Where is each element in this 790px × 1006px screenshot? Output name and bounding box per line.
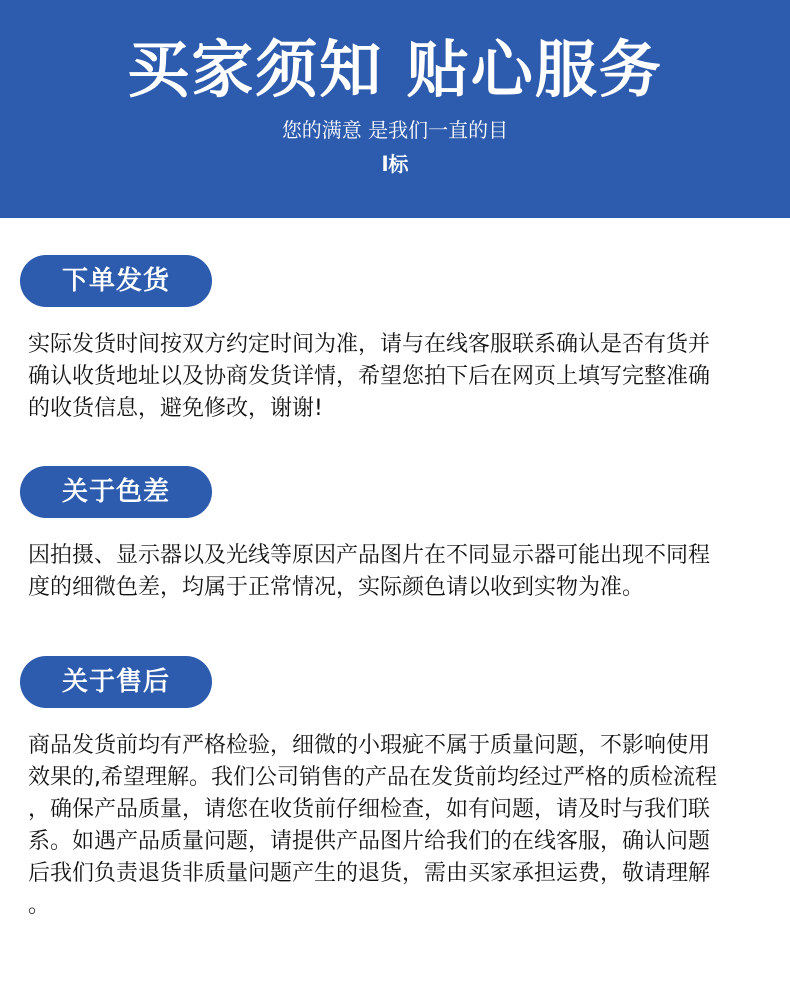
header-subtitle: 您的满意 是我们一直的目 [281, 118, 509, 142]
header-banner [0, 0, 790, 218]
section-text-color-difference: 因拍摄、显示器以及光线等原因产品图片在不同显示器可能出现不同程 度的细微色差，均属于正常情况，实际颜色请以收到实物为准。 [28, 543, 711, 600]
section-text-after-sales: 商品发货前均有严格检验，细微的小瑕疵不属于质量问题，不影响使用 效果的,希望理解。我们公司销售的产品在发货前均经过严格的质检流程 ，确保产品质量，请您在收货前仔细检查，如有问题，请及时与我们联 系。如遇产品质量问题，请提供产品图片给我们的在线客服，确认问题 后我们负责退货非质量问题产生的退货，需由买家承担运费，敬请理解 。 [28, 733, 717, 918]
section-heading-after-sales: 关于售后 [20, 656, 212, 708]
page-title: 买家须知 贴心服务 [127, 33, 663, 106]
header-subtitle-continued: l标 [381, 152, 409, 176]
section-heading-color-difference: 关于色差 [20, 466, 212, 518]
section-text-order-shipping: 实际发货时间按双方约定时间为准，请与在线客服联系确认是否有货并 确认收货地址以及协商发货详情，希望您拍下后在网页上填写完整准确 的收货信息，避免修改，谢谢! [28, 332, 711, 421]
section-heading-order-shipping: 下单发货 [20, 255, 212, 307]
